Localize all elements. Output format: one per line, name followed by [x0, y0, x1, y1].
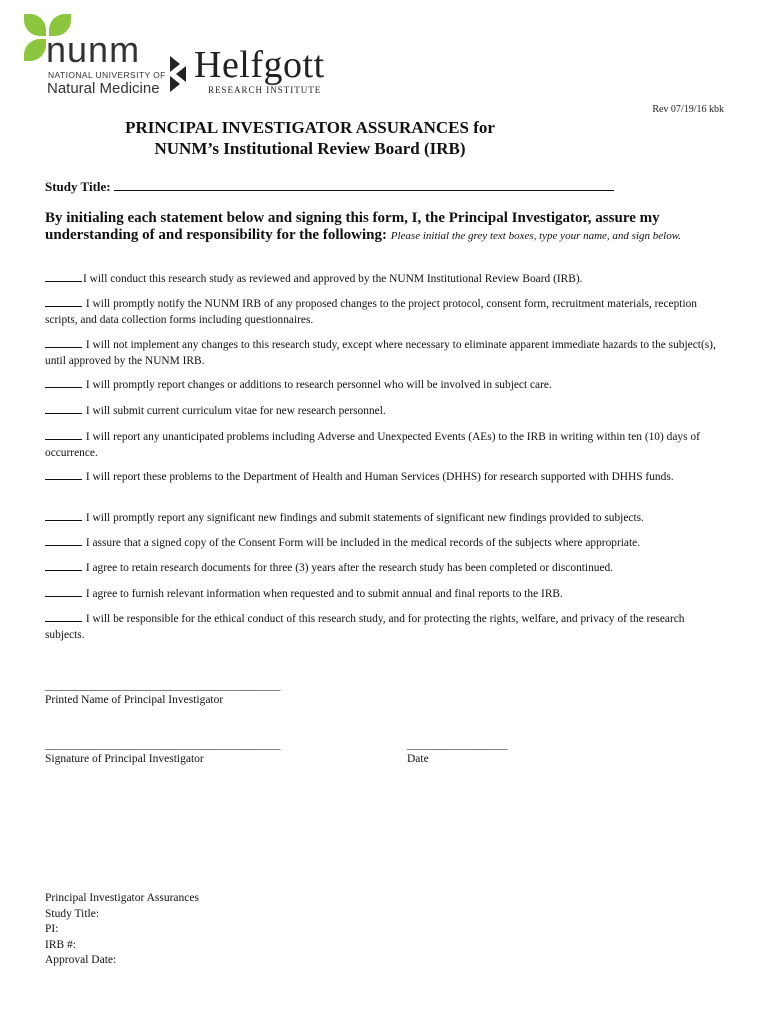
statement-text: I agree to furnish relevant information when requested and to submit annual and final reports to the IRB.: [85, 588, 563, 600]
statement-item: [45, 611, 725, 643]
printed-name-label: Printed Name of Principal Investigator: [45, 694, 224, 706]
footer-line: PI:: [45, 923, 59, 935]
initial-field[interactable]: [45, 586, 82, 597]
statement-item: [45, 586, 725, 602]
page-title-line1: PRINCIPAL INVESTIGATOR ASSURANCES for: [125, 118, 495, 137]
statement-item: [45, 510, 725, 526]
intro-note: Please initial the grey text boxes, type your name, and sign below.: [390, 230, 681, 242]
statement-item: [45, 403, 725, 419]
initial-field[interactable]: [45, 337, 82, 348]
initial-field[interactable]: [45, 377, 82, 388]
statement-text: I will promptly notify the NUNM IRB of any proposed changes to the project protocol, consent form, recruitment materials, reception scripts, and data collection forms including questionnaires.: [45, 298, 697, 326]
statement-text: I will report these problems to the Department of Health and Human Services (DHHS) for research supported with DHHS funds.: [85, 471, 674, 483]
statement-item: [45, 429, 725, 461]
initial-field[interactable]: [45, 560, 82, 571]
revision-label: Rev 07/19/16 kbk: [652, 104, 724, 115]
statement-item: [45, 377, 725, 393]
initial-field[interactable]: [45, 403, 82, 414]
footer-line: Approval Date:: [45, 954, 117, 966]
date-line[interactable]: ____________________: [407, 739, 507, 751]
leaf-icon: [24, 39, 46, 61]
helfgott-logo-word: Helfgott: [194, 44, 325, 86]
helfgott-logo-sub: RESEARCH INSTITUTE: [208, 85, 322, 95]
nunm-logo-line2: Natural Medicine: [47, 80, 160, 97]
study-title-row: [45, 178, 614, 195]
nunm-logo-word: nunm: [46, 29, 141, 70]
statement-text: I will not implement any changes to this research study, except where necessary to eliminate apparent immediate hazards to the subject(s), until approved by the NUNM IRB.: [45, 339, 716, 367]
initial-field[interactable]: [45, 296, 82, 307]
statement-text: I will submit current curriculum vitae for new research personnel.: [85, 405, 386, 417]
intro-paragraph: [45, 210, 725, 245]
printed-name-line[interactable]: _______________________________________________: [45, 680, 280, 692]
statement-item: [45, 560, 725, 576]
statement-text: I will conduct this research study as reviewed and approved by the NUNM Institutional Review Board (IRB).: [83, 273, 583, 285]
statement-item: [45, 271, 725, 287]
date-label: Date: [407, 753, 429, 765]
statement-item: [45, 535, 725, 551]
footer-line: IRB #:: [45, 938, 76, 951]
footer-line: Principal Investigator Assurances: [45, 892, 199, 904]
initial-field[interactable]: [45, 611, 82, 622]
statement-item: [45, 296, 725, 328]
leaf-icon: [24, 14, 46, 36]
initial-field[interactable]: [45, 535, 82, 546]
initial-field[interactable]: [45, 271, 82, 282]
page-title-line2: NUNM’s Institutional Review Board (IRB): [154, 139, 466, 158]
study-title-field[interactable]: [114, 178, 614, 191]
statement-text: I will be responsible for the ethical conduct of this research study, and for protecting the rights, welfare, and privacy of the research subjects.: [45, 613, 685, 641]
statement-text: I will promptly report any significant new findings and submit statements of significant new findings provided to subjects.: [85, 512, 644, 524]
initial-field[interactable]: [45, 510, 82, 521]
nunm-logo: [22, 12, 172, 98]
statement-text: I agree to retain research documents for three (3) years after the research study has been completed or discontinued.: [85, 562, 614, 574]
statement-item: [45, 469, 725, 485]
initial-field[interactable]: [45, 469, 82, 480]
initial-field[interactable]: [45, 429, 82, 440]
statement-text: I will promptly report changes or additions to research personnel who will be involved in subject care.: [85, 379, 552, 391]
footer-line: Study Title:: [45, 907, 100, 920]
intro-text: By initialing each statement below and signing this form, I, the Principal Investigator, assure my understanding of and responsibility for the following:: [45, 210, 660, 243]
approval-footer: [45, 891, 199, 969]
nunm-logo-line1: NATIONAL UNIVERSITY OF: [48, 70, 166, 80]
statement-text: I will report any unanticipated problems including Adverse and Unexpected Events (AEs) to the IRB in writing within ten (10) days of occurrence.: [45, 431, 700, 459]
signature-label: Signature of Principal Investigator: [45, 753, 204, 765]
signature-line[interactable]: _______________________________________________: [45, 739, 280, 751]
helfgott-mark-icon: [168, 54, 188, 94]
helfgott-logo: [168, 44, 378, 100]
study-title-label: Study Title:: [45, 179, 111, 194]
statement-item: [45, 337, 725, 369]
statement-text: I assure that a signed copy of the Consent Form will be included in the medical records of the subjects where appropriate.: [85, 537, 641, 549]
